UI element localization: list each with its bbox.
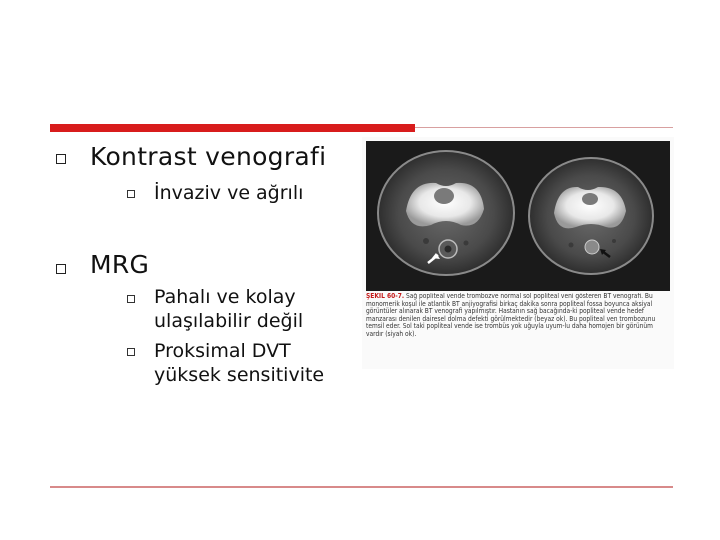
header-accent-bar <box>50 124 415 132</box>
square-sub-bullet-icon <box>127 295 135 303</box>
sub-bullet-pahali-line1: Pahalı ve kolay <box>154 286 296 308</box>
ct-scan-image <box>366 141 670 291</box>
figure-caption <box>366 293 670 367</box>
sub-bullet-pahali-line2: ulaşılabilir değil <box>154 310 304 332</box>
figure-caption-label: ŞEKİL 60-7. <box>366 293 405 300</box>
square-bullet-icon <box>56 264 66 274</box>
bullet-mrg: MRG <box>90 250 150 279</box>
footer-rule <box>50 486 673 488</box>
square-sub-bullet-icon <box>127 348 135 356</box>
ct-venography-figure <box>362 137 674 369</box>
figure-caption-text: Sağ popliteal vende trombozve normal sol popliteal veni gösteren BT venografi. Bu monomerik koşul ile atlantik BT anjiyografisi birkaç dakika sonra popliteal fossa boyunca aksiyal görüntüler alınarak BT venografi yapılmıştır. Hastanın sağ bacağında-ki popliteal vende hedef manzarası denilen dairesel dolma defekti görülmektedir (beyaz ok). Bu popliteal ven trombozunu temsil eder. Sol taki popliteal vende ise trombüs yok uğuyla uyum-lu daha homojen bir görünüm vardır (siyah ok). <box>366 293 656 338</box>
bullet-kontrast-venografi: Kontrast venografi <box>90 142 327 171</box>
square-sub-bullet-icon <box>127 190 135 198</box>
sub-bullet-invaziv: İnvaziv ve ağrılı <box>154 182 304 204</box>
square-bullet-icon <box>56 154 66 164</box>
sub-bullet-proksimal-line2: yüksek sensitivite <box>154 364 325 386</box>
sub-bullet-proksimal-line1: Proksimal DVT <box>154 340 291 362</box>
header-rule <box>415 127 673 128</box>
